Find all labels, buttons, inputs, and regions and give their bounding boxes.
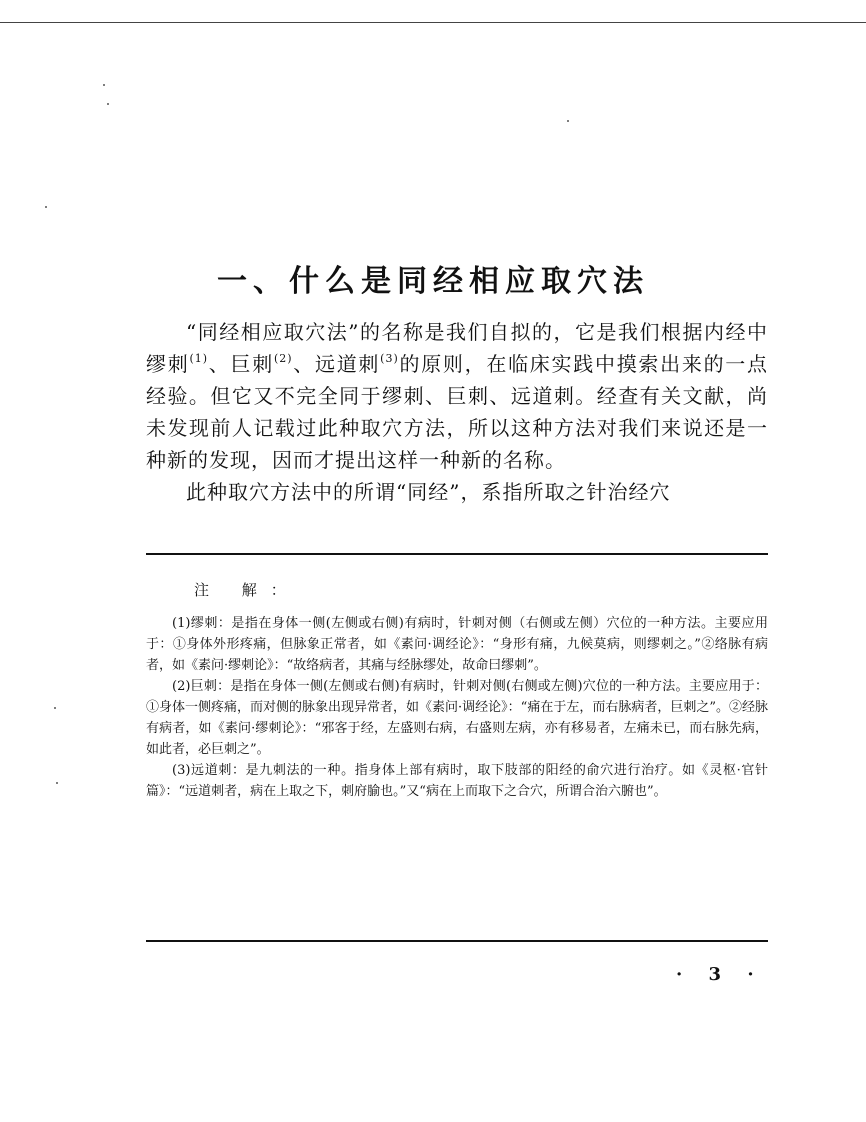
- note-item-2: (2)巨刺：是指在身体一侧(左侧或右侧)有病时，针刺对侧(右侧或左侧)穴位的一种方法。主要应用于：①身体一侧疼痛，而对侧的脉象出现异常者，如《素问·调经论》：“痛在于左，而右脉病者，巨刺之”。②经脉有病者，如《素问·缪刺论》：“邪客于经，左盛则右病，右盛则左病，亦有移易者，左痛未已，而右脉先病，如此者，必巨刺之”。: [146, 679, 768, 757]
- notes-section: [146, 580, 768, 802]
- page-number: · 3 ·: [676, 964, 764, 985]
- paragraph-1: “同经相应取穴法”的名称是我们自拟的，它是我们根据内经中缪刺$^{(1)}$、巨刺$^{(2)}$、远道刺$^{(3)}$的原则，在临床实践中摸索出来的一点经验。但它又不完全同于缪刺、巨刺、远道刺。经查有关文献，尚未发现前人记载过此种取穴方法，所以这种方法对我们来说还是一种新的发现，因而才提出这样一种新的名称。: [146, 320, 769, 472]
- notes-divider-top: [146, 553, 768, 555]
- scan-speck: [103, 84, 105, 86]
- top-border-line: [0, 22, 866, 23]
- main-body: [146, 316, 768, 508]
- scan-speck: [45, 206, 47, 208]
- footnote-ref-3: (3): [380, 352, 399, 365]
- page-title: 一、什么是同经相应取穴法: [217, 264, 649, 300]
- footnote-ref-1: (1): [189, 352, 209, 365]
- scan-speck: [56, 782, 58, 784]
- notes-heading: 注 解：: [194, 581, 300, 599]
- note-item-3: (3)远道刺：是九刺法的一种。指身体上部有病时，取下肢部的阳经的俞穴进行治疗。如《灵枢·官针篇》：“远道刺者，病在上取之下，刺府腧也。”又“病在上而取下之合穴，所谓合治六腑也”。: [146, 763, 768, 799]
- scan-speck: [54, 707, 56, 709]
- paragraph-2: 此种取穴方法中的所谓“同经”，系指所取之针治经穴: [186, 480, 671, 504]
- scan-speck: [107, 103, 109, 105]
- scan-speck: [567, 120, 569, 122]
- note-item-1: (1)缪刺：是指在身体一侧(左侧或右侧)有病时，针刺对侧（右侧或左侧）穴位的一种方法。主要应用于：①身体外形疼痛，但脉象正常者，如《素问·调经论》：“身形有痛，九候莫病，则缪刺之。”②络脉有病者，如《素问·缪刺论》：“故络病者，其痛与经脉缪处，故命曰缪刺”。: [146, 616, 768, 673]
- notes-divider-bottom: [146, 940, 768, 942]
- footnote-ref-2: (2): [273, 352, 293, 365]
